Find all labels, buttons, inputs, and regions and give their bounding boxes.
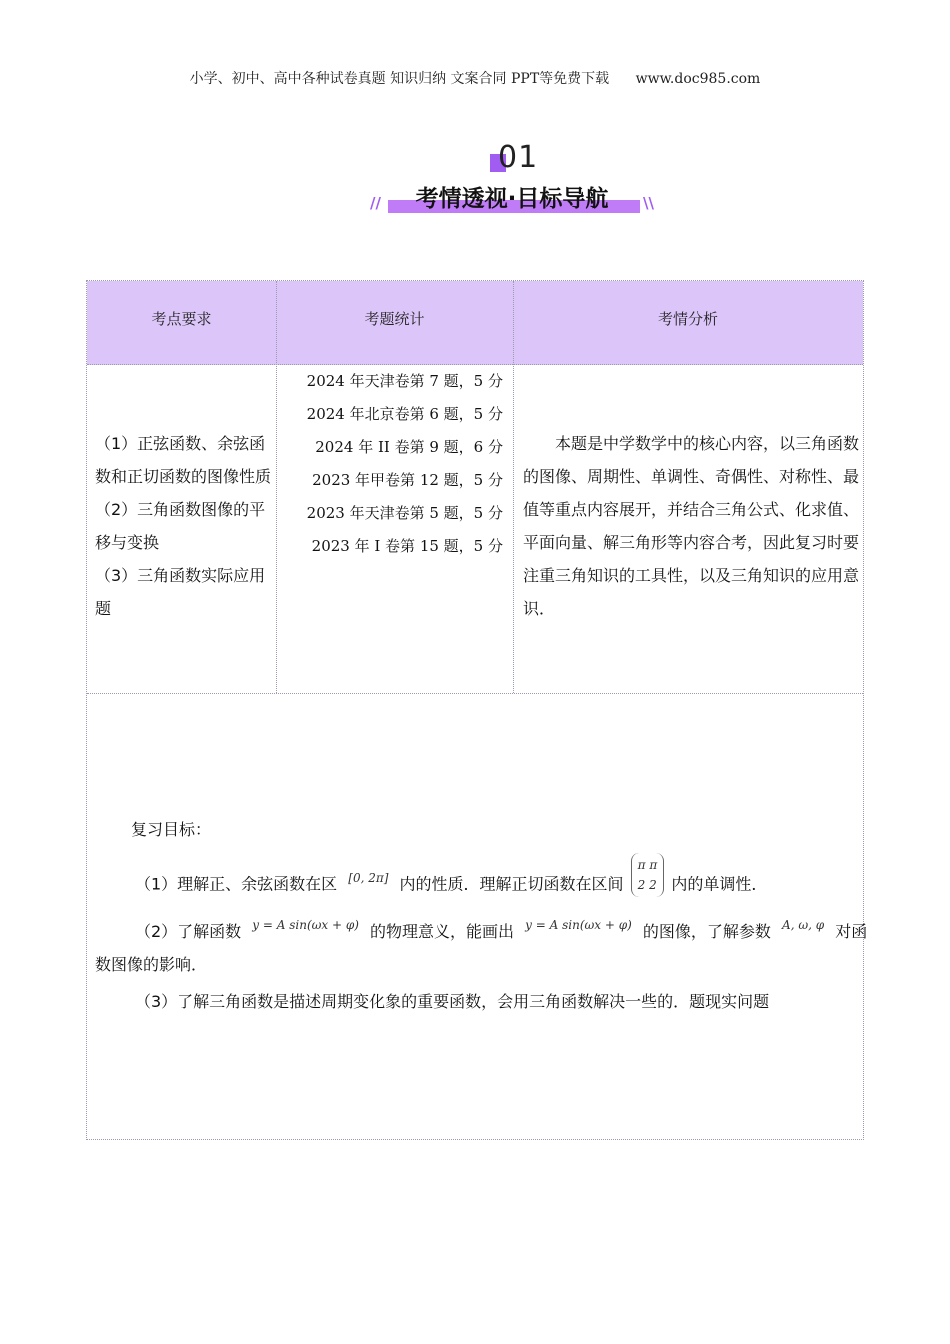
stat-item: 2024 年 II 卷第 9 题，6 分 bbox=[315, 438, 503, 456]
stat-item: 2023 年 I 卷第 15 题，5 分 bbox=[311, 537, 503, 555]
slash-left-decoration: // bbox=[370, 194, 381, 212]
stat-item: 2023 年天津卷第 5 题，5 分 bbox=[306, 504, 503, 522]
requirement-item: （2）三角函数图像的平移与变换 bbox=[95, 500, 266, 552]
goal-2-text-b: 的物理意义，能画出 bbox=[370, 922, 515, 941]
goal-1-math-open-interval bbox=[631, 853, 665, 897]
goal-2-text-e: 数图像的影响． bbox=[95, 955, 208, 974]
page-header bbox=[0, 68, 950, 88]
goal-1-math-denominators: 2 2 bbox=[637, 878, 657, 892]
goal-3 bbox=[135, 985, 899, 1018]
header-text: 小学、初中、高中各种试卷真题 知识归纳 文案合同 PPT等免费下载 bbox=[189, 71, 610, 87]
column-divider-2 bbox=[513, 281, 514, 693]
stats-cell bbox=[281, 365, 507, 563]
stat-item: 2024 年北京卷第 6 题，5 分 bbox=[306, 405, 503, 423]
stat-item: 2023 年甲卷第 12 题，5 分 bbox=[312, 471, 503, 489]
requirement-item: （3）三角函数实际应用题 bbox=[95, 566, 266, 618]
goal-1-text-b: 内的性质．理解正切函数在区间 bbox=[399, 874, 624, 894]
column-divider-1 bbox=[276, 281, 277, 693]
analysis-text: 本题是中学数学中的核心内容，以三角函数的图像、周期性、单调性、奇偶性、对称性、最值等重点内容展开，并结合三角公式、化求值、平面向量、解三角形等内容合考，因此复习时要注重三角知识的工具性，以及三角知识的应用意识． bbox=[523, 434, 860, 618]
goal-2-math-function-2: y = A sin(ωx + φ) bbox=[525, 918, 632, 932]
goals-title: 复习目标： bbox=[131, 820, 212, 839]
requirement-item: （1）正弦函数、余弦函数和正切函数的图像性质 bbox=[95, 434, 272, 486]
goal-2-math-function: y = A sin(ωx + φ) bbox=[252, 918, 359, 932]
section-title bbox=[366, 180, 658, 216]
goal-1-text-c: 内的单调性． bbox=[671, 874, 768, 894]
analysis-cell bbox=[523, 427, 859, 625]
section-title-text: 考情透视·目标导航 bbox=[415, 186, 609, 212]
goal-1-math-interval: [0, 2π] bbox=[348, 870, 389, 885]
goal-1 bbox=[135, 858, 899, 907]
header-requirements: 考点要求 bbox=[151, 310, 212, 328]
goal-2-math-params: A, ω, φ bbox=[782, 918, 825, 932]
header-url[interactable]: www.doc985.com bbox=[635, 71, 761, 87]
slash-right-decoration: \\ bbox=[643, 194, 654, 212]
goal-3-text: （3）了解三角函数是描述周期变化象的重要函数，会用三角函数解决一些的．题现实问题 bbox=[135, 992, 770, 1011]
goal-2-continued bbox=[95, 948, 859, 981]
goal-1-text-a: （1）理解正、余弦函数在区 bbox=[135, 874, 338, 894]
goal-2 bbox=[135, 915, 899, 950]
exam-analysis-table bbox=[86, 280, 868, 1140]
header-stats: 考题统计 bbox=[364, 310, 425, 328]
header-analysis: 考情分析 bbox=[657, 310, 718, 328]
goal-2-text-d: 对函 bbox=[835, 922, 868, 941]
requirements-cell bbox=[95, 427, 271, 625]
goal-1-math-numerators: π π bbox=[637, 858, 658, 872]
section-number-text: 01 bbox=[498, 140, 539, 175]
table-header-row bbox=[87, 281, 863, 365]
row-divider bbox=[87, 693, 863, 694]
goal-2-text-c: 的图像，了解参数 bbox=[642, 922, 771, 941]
section-number bbox=[490, 140, 550, 180]
stat-item: 2024 年天津卷第 7 题，5 分 bbox=[306, 372, 503, 390]
goal-2-text-a: （2）了解函数 bbox=[135, 922, 242, 941]
